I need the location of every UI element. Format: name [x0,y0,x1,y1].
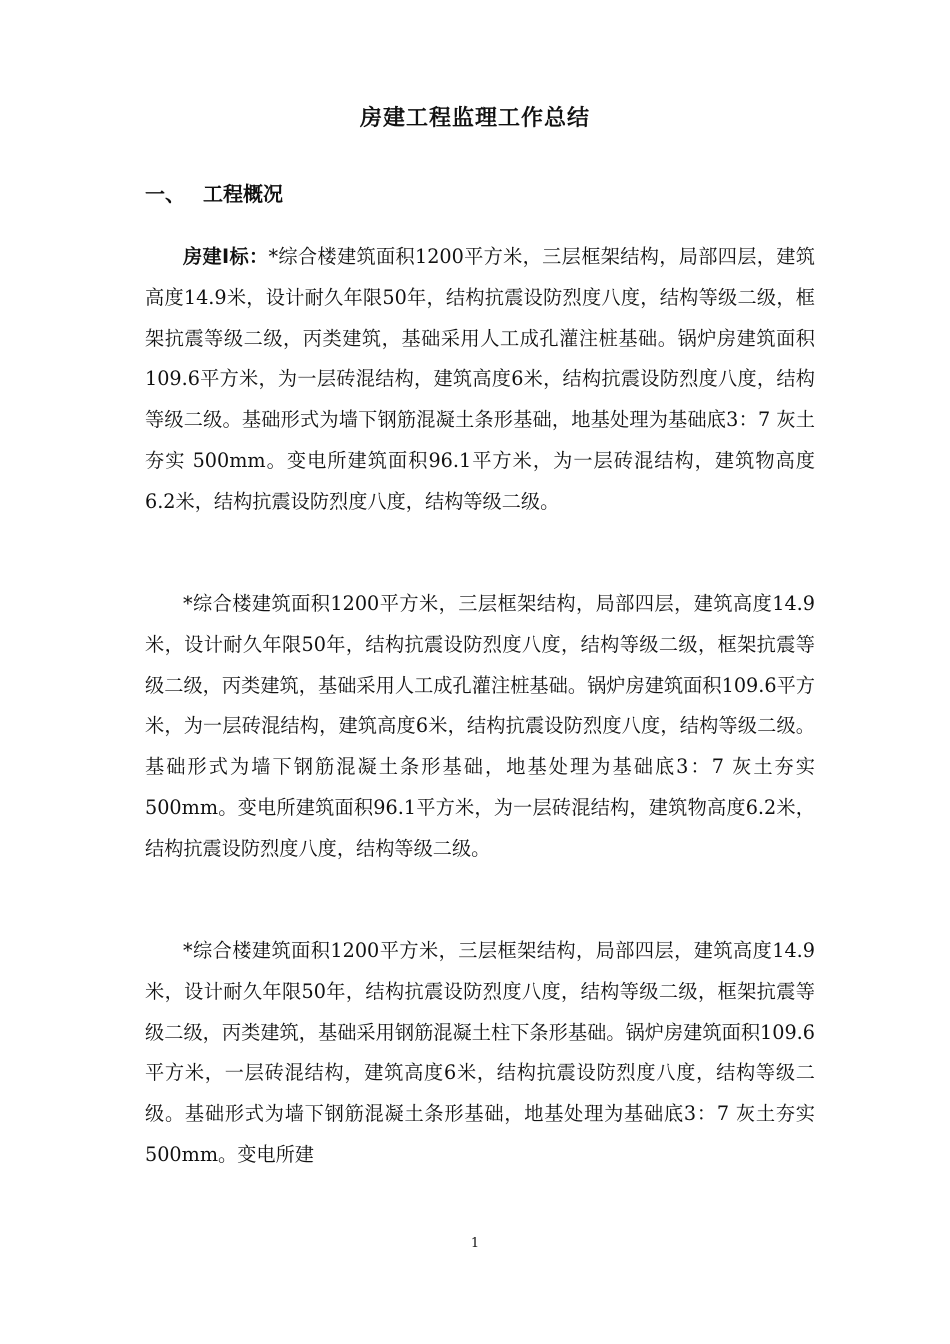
paragraph-3-block [145,931,815,1176]
paragraph-1-block [145,237,815,523]
paragraph-text: *综合楼建筑面积1200平方米，三层框架结构，局部四层，建筑高度14.9米，设计耐久年限50年，结构抗震设防烈度八度，结构等级二级，框架抗震等级二级，丙类建筑，基础采用人工成孔灌注桩基础。锅炉房建筑面积109.6平方米，为一层砖混结构，建筑高度6米，结构抗震设防烈度八度，结构等级二级。基础形式为墙下钢筋混凝土条形基础，地基处理为基础底3：7 灰土夯实 500mm。变电所建筑面积96.1平方米，为一层砖混结构，建筑物高度6.2米，结构抗震设防烈度八度，结构等级二级。 [145,592,815,860]
paragraph-3 [145,931,815,1176]
section-title: 工程概况 [203,182,283,206]
section-number: 一、 [145,182,185,206]
paragraph-text: *综合楼建筑面积1200平方米，三层框架结构，局部四层，建筑高度14.9米，设计耐久年限50年，结构抗震设防烈度八度，结构等级二级，框架抗震等级二级，丙类建筑，基础采用人工成孔灌注桩基础。锅炉房建筑面积109.6平方米，为一层砖混结构，建筑高度6米，结构抗震设防烈度八度，结构等级二级。基础形式为墙下钢筋混凝土条形基础，地基处理为基础底3：7 灰土夯实 500mm。变电所建筑面积96.1平方米，为一层砖混结构，建筑物高度6.2米，结构抗震设防烈度八度，结构等级二级。 [145,245,815,513]
document-title: 房建工程监理工作总结 [359,106,590,131]
paragraph-2 [145,584,815,870]
paragraph-2-block [145,584,815,870]
page-number: 1 [470,1236,480,1251]
section-heading [145,176,283,212]
paragraph-1 [145,237,815,523]
paragraph-lead: 房建Ⅰ标： [183,245,269,268]
paragraph-text: *综合楼建筑面积1200平方米，三层框架结构，局部四层，建筑高度14.9米，设计耐久年限50年，结构抗震设防烈度八度，结构等级二级，框架抗震等级二级，丙类建筑，基础采用钢筋混凝土柱下条形基础。锅炉房建筑面积109.6平方米，一层砖混结构，建筑高度6米，结构抗震设防烈度八度，结构等级二级。基础形式为墙下钢筋混凝土条形基础，地基处理为基础底3：7 灰土夯实 500mm。变电所建 [145,939,815,1166]
